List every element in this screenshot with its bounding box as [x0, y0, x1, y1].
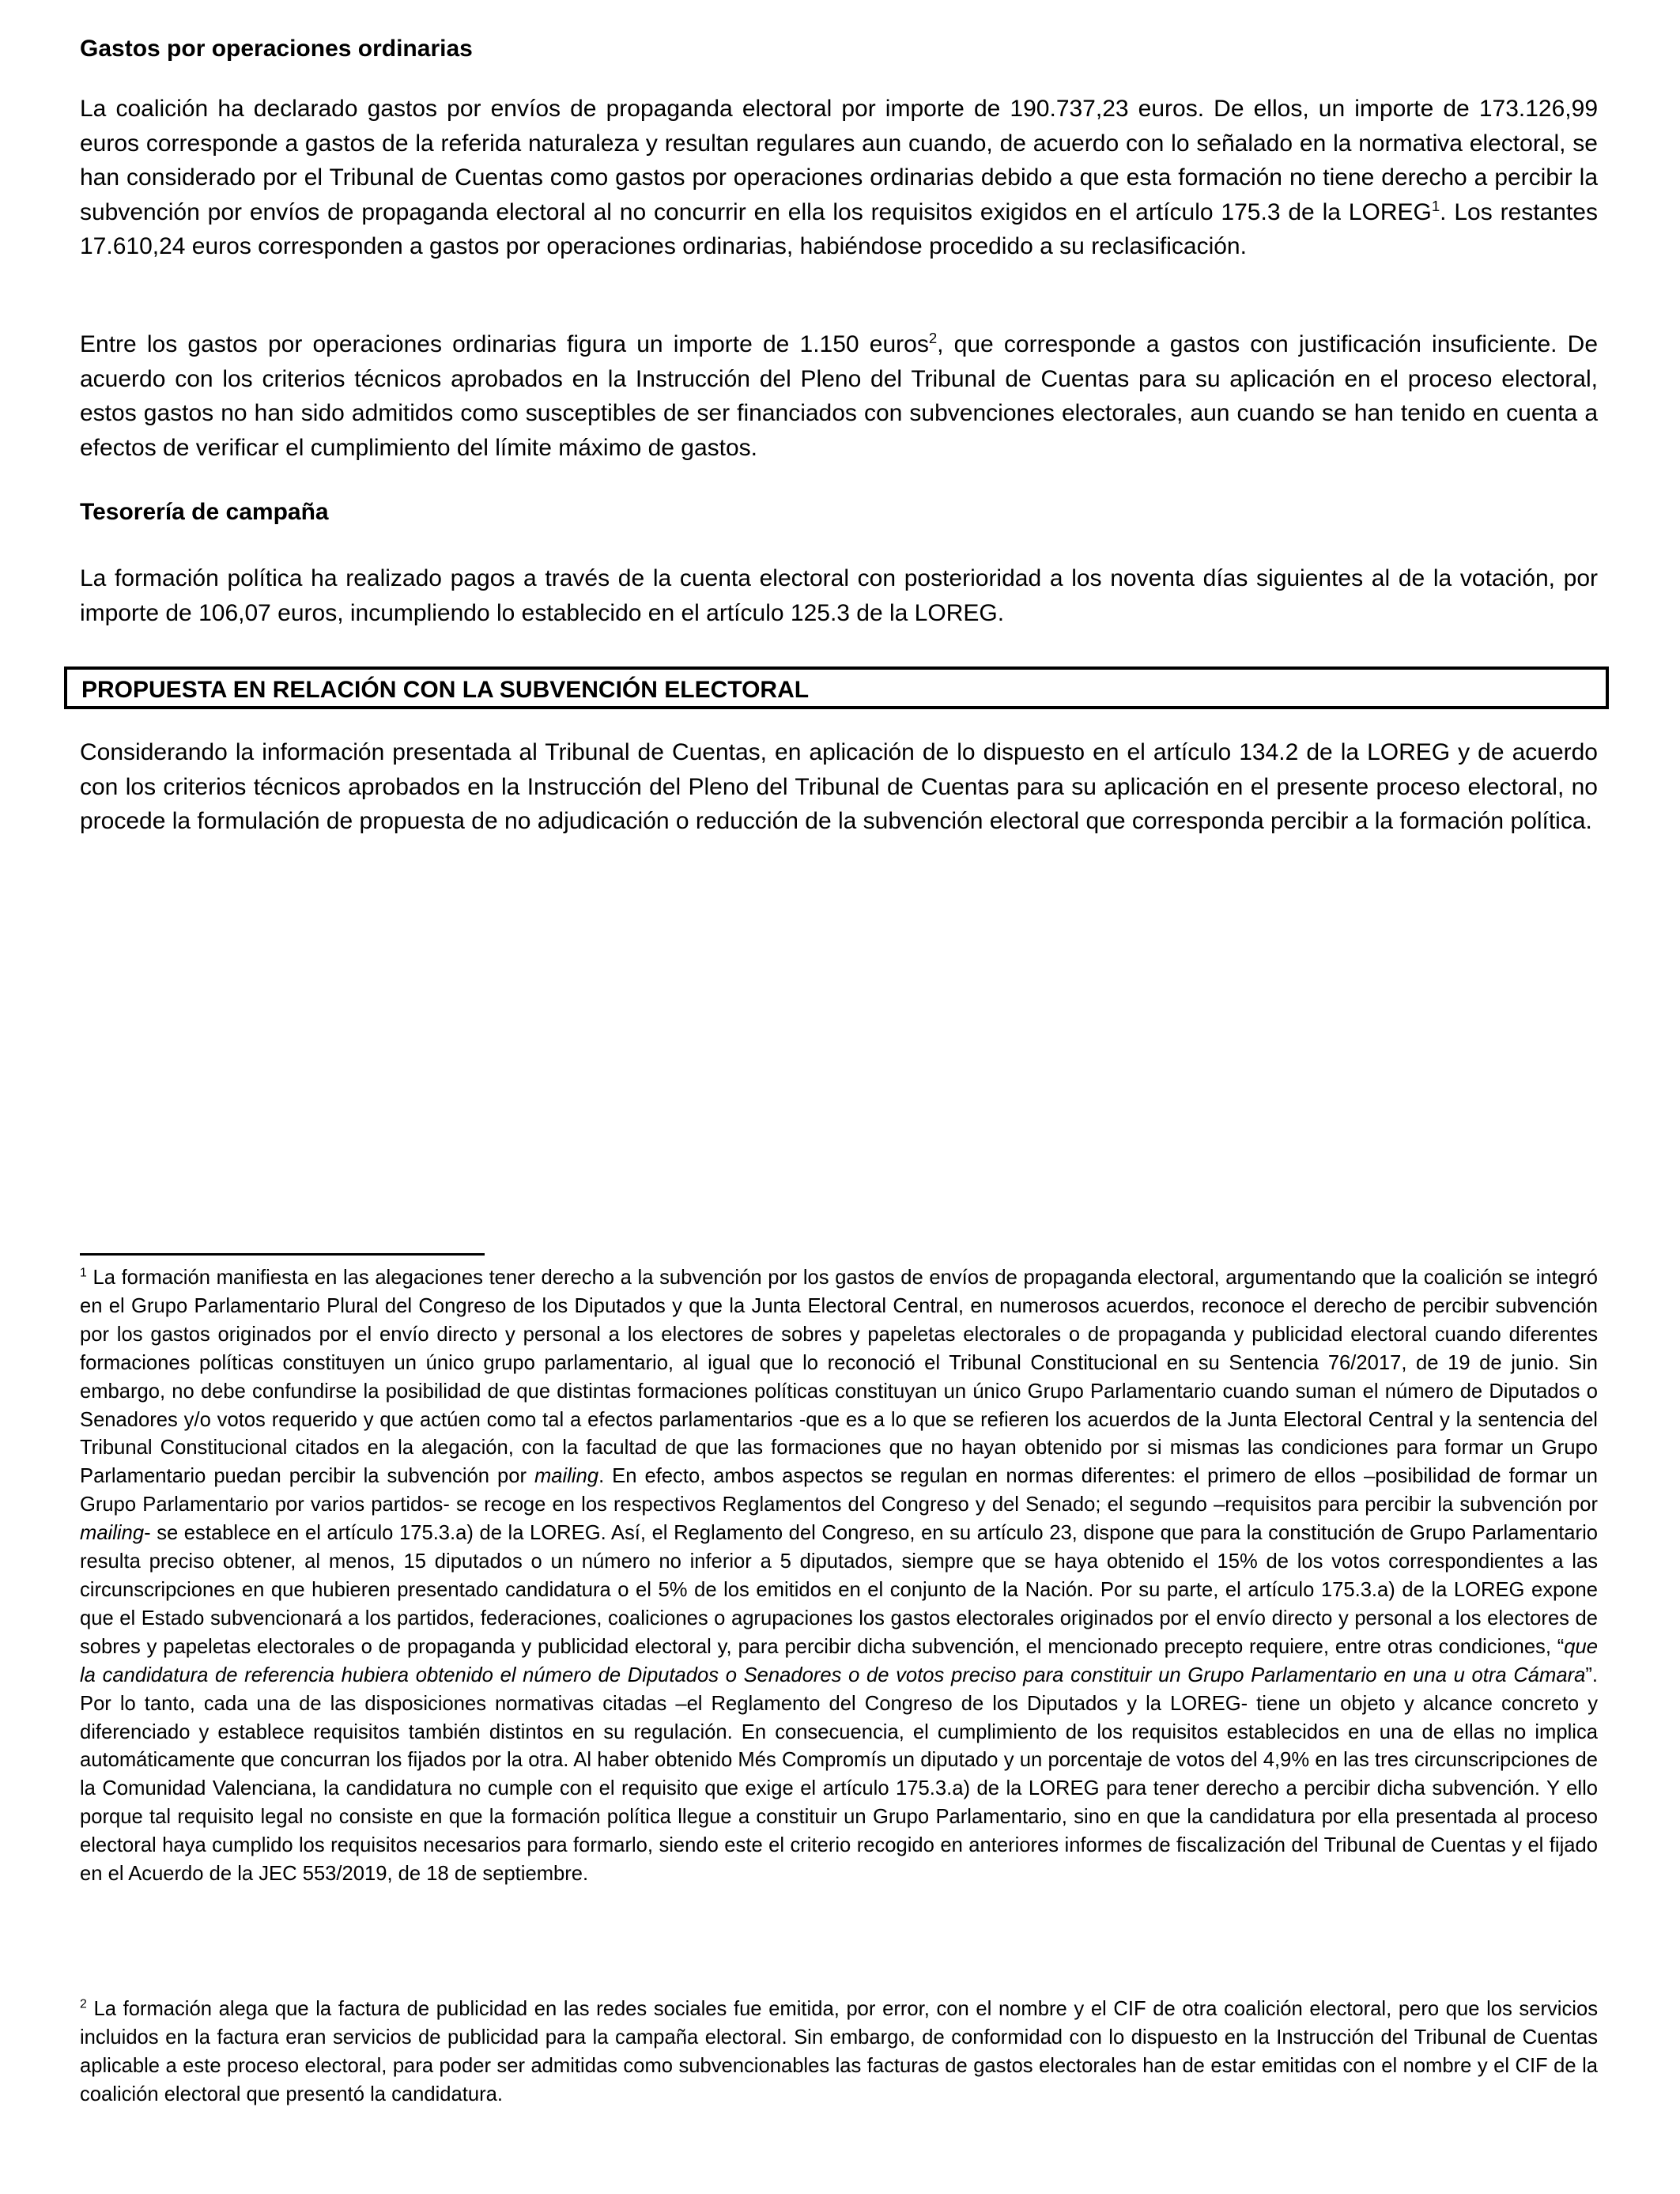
footnote-separator — [80, 1253, 485, 1256]
paragraph-tesoreria: La formación política ha realizado pagos a través de la cuenta electoral con posterioridad a los noventa días siguientes al de la votación, por importe de 106,07 euros, incumpliendo lo establecido en el artículo 125.3 de la LOREG. — [80, 565, 1598, 626]
footnote-1-italic-quote: que la candidatura de referencia hubiera obtenido el número de Diputados o Senadores o de votos preciso para constituir un Grupo Parlamentario en una u otra Cámara — [80, 1635, 1598, 1686]
propuesta-heading-box — [64, 667, 1609, 709]
heading-propuesta-subvencion: PROPUESTA EN RELACIÓN CON LA SUBVENCIÓN ELECTORAL — [81, 677, 810, 703]
footnote-2-mark: 2 — [80, 1997, 87, 2011]
footnote-1-text-d: ”. Por lo tanto, cada una de las disposiciones normativas citadas –el Reglamento del Congreso de los Diputados y la LOREG- tiene un objeto y alcance concreto y diferenciado y establece requisitos también distintos en su regulación. En consecuencia, el cumplimiento de los requisitos establecidos en una de ellas no implica automáticamente que concurran los fijados por la otra. Al haber obtenido Més Compromís un diputado y un porcentaje de votos del 4,9% en las tres circunscripciones de la Comunidad Valenciana, la candidatura no cumple con el requisito que exige el artículo 175.3.a) de la LOREG para tener derecho a percibir dicha subvención. Y ello porque tal requisito legal no consiste en que la formación política llegue a constituir un Grupo Parlamentario, sino en que la candidatura por ella presentada al proceso electoral haya cumplido los requisitos necesarios para formarlo, siendo este el criterio recogido en anteriores informes de fiscalización del Tribunal de Cuentas y el fijado en el Acuerdo de la JEC 553/2019, de 18 de septiembre. — [80, 1663, 1598, 1886]
footnote-1-text-c: - se establece en el artículo 175.3.a) de la LOREG. Así, el Reglamento del Congreso, en su artículo 23, dispone que para la constitución de Grupo Parlamentario resulta preciso obtener, al menos, 15 diputados o un número no inferior a 5 diputados, siempre que se haya obtenido el 15% de los votos correspondientes a las circunscripciones en que hubieren presentado candidatura o el 5% de los emitidos en el conjunto de la Nación. Por su parte, el artículo 175.3.a) de la LOREG expone que el Estado subvencionará a los partidos, federaciones, coaliciones o agrupaciones los gastos electorales originados por el envío directo y personal a los electores de sobres y papeletas electorales o de propaganda y publicidad electoral y, para percibir dicha subvención, el mencionado precepto requiere, entre otras condiciones, “ — [80, 1522, 1598, 1658]
paragraph-gastos-justificacion-text-a: Entre los gastos por operaciones ordinarias figura un importe de 1.150 euros — [80, 331, 929, 357]
footnote-1-text-a: La formación manifiesta en las alegaciones tener derecho a la subvención por los gastos de envíos de propaganda electoral, argumentando que la coalición se integró en el Grupo Parlamentario Plural del Congreso de los Diputados y que la Junta Electoral Central, en numerosos acuerdos, reconoce el derecho de percibir subvención por los gastos originados por el envío directo y personal a los electores de sobres y papeletas electorales o de propaganda y publicidad electoral cuando diferentes formaciones políticas constituyen un único grupo parlamentario, al igual que lo reconoció el Tribunal Constitucional en su Sentencia 76/2017, de 19 de junio. Sin embargo, no debe confundirse la posibilidad de que distintas formaciones políticas constituyan un único Grupo Parlamentario cuando suman el número de Diputados o Senadores y/o votos requerido y que actúen como tal a efectos parlamentarios -que es a lo que se refieren los acuerdos de la Junta Electoral Central y la sentencia del Tribunal Constitucional citados en la alegación, con la facultad de que las formaciones que no hayan obtenido por si mismas las condiciones para formar un Grupo Parlamentario puedan percibir la subvención por — [80, 1267, 1598, 1488]
paragraph-gastos-justificacion — [80, 327, 1598, 465]
paragraph-propuesta: Considerando la información presentada al Tribunal de Cuentas, en aplicación de lo dispuesto en el artículo 134.2 de la LOREG y de acuerdo con los criterios técnicos aprobados en la Instrucción del Pleno del Tribunal de Cuentas para su aplicación en el presente proceso electoral, no procede la formulación de propuesta de no adjudicación o reducción de la subvención electoral que corresponda percibir a la formación política. — [80, 739, 1598, 835]
footnote-1-text-b: . En efecto, ambos aspectos se regulan en normas diferentes: el primero de ellos –posibilidad de formar un Grupo Parlamentario por varios partidos- se recoge en los respectivos Reglamentos del Congreso y del Senado; el segundo –requisitos para percibir la subvención por — [80, 1465, 1598, 1516]
heading-gastos-operaciones-ordinarias: Gastos por operaciones ordinarias — [80, 36, 473, 62]
footnote-2-text: La formación alega que la factura de publicidad en las redes sociales fue emitida, por error, con el nombre y el CIF de otra coalición electoral, pero que los servicios incluidos en la factura eran servicios de publicidad para la campaña electoral. Sin embargo, de conformidad con lo dispuesto en la Instrucción del Tribunal de Cuentas aplicable a este proceso electoral, para poder ser admitidas como subvencionables las facturas de gastos electorales han de estar emitidas con el nombre y el CIF de la coalición electoral que presentó la candidatura. — [80, 1998, 1598, 2105]
paragraph-gastos-envios-text-b: . Los restantes 17.610,24 euros corresponden a gastos por operaciones ordinarias, habiéndose procedido a su reclasificación. — [80, 198, 1598, 260]
footnote-1-mark: 1 — [80, 1266, 87, 1280]
footnote-2 — [80, 1996, 1598, 2109]
heading-tesoreria-campana: Tesorería de campaña — [80, 499, 329, 525]
footnote-1 — [80, 1264, 1598, 1889]
paragraph-gastos-justificacion-text-b: , que corresponde a gastos con justificación insuficiente. De acuerdo con los criterios técnicos aprobados en la Instrucción del Pleno del Tribunal de Cuentas para su aplicación en el proceso electoral, estos gastos no han sido admitidos como susceptibles de ser financiados con subvenciones electorales, aun cuando se han tenido en cuenta a efectos de verificar el cumplimiento del límite máximo de gastos. — [80, 331, 1598, 461]
paragraph-gastos-envios — [80, 92, 1598, 264]
footnote-1-italic-mailing-1: mailing — [534, 1465, 599, 1488]
footnote-ref-1[interactable]: 1 — [1431, 197, 1440, 214]
footnote-ref-2[interactable]: 2 — [928, 330, 938, 346]
paragraph-gastos-envios-text-a: La coalición ha declarado gastos por envíos de propaganda electoral por importe de 190.737,23 euros. De ellos, un importe de 173.126,99 euros corresponde a gastos de la referida naturaleza y resultan regulares aun cuando, de acuerdo con lo señalado en la normativa electoral, se han considerado por el Tribunal de Cuentas como gastos por operaciones ordinarias debido a que esta formación no tiene derecho a percibir la subvención por envíos de propaganda electoral al no concurrir en ella los requisitos exigidos en el artículo 175.3 de la LOREG — [80, 96, 1598, 225]
footnote-1-italic-mailing-2: mailing — [80, 1522, 145, 1545]
